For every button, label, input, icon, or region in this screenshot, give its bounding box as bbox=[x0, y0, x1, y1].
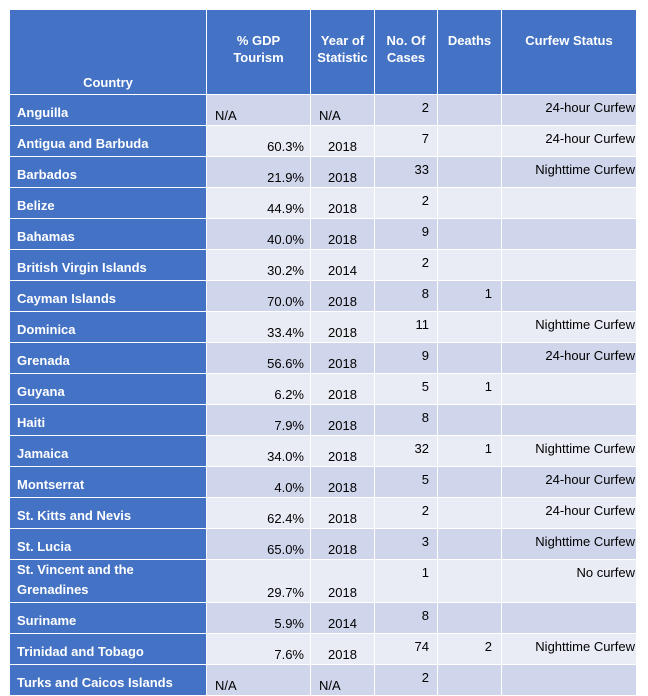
gdp-tourism-cell: 70.0% bbox=[207, 281, 311, 312]
country-cell: Turks and Caicos Islands bbox=[10, 665, 207, 696]
cases-cell: 2 bbox=[375, 665, 438, 696]
country-cell: Suriname bbox=[10, 603, 207, 634]
country-cell: Montserrat bbox=[10, 467, 207, 498]
table-row bbox=[10, 634, 637, 665]
table-row bbox=[10, 343, 637, 374]
deaths-cell bbox=[438, 405, 502, 436]
gdp-tourism-cell: 62.4% bbox=[207, 498, 311, 529]
deaths-cell bbox=[438, 529, 502, 560]
gdp-tourism-cell: 33.4% bbox=[207, 312, 311, 343]
country-cell: St. Kitts and Nevis bbox=[10, 498, 207, 529]
header-deaths: Deaths bbox=[438, 10, 502, 95]
table-row bbox=[10, 250, 637, 281]
table-row bbox=[10, 665, 637, 696]
deaths-cell bbox=[438, 95, 502, 126]
cases-cell: 8 bbox=[375, 281, 438, 312]
deaths-cell: 1 bbox=[438, 374, 502, 405]
gdp-tourism-cell: 5.9% bbox=[207, 603, 311, 634]
country-cell: Trinidad and Tobago bbox=[10, 634, 207, 665]
country-cell: Jamaica bbox=[10, 436, 207, 467]
gdp-tourism-cell: 7.9% bbox=[207, 405, 311, 436]
cases-cell: 9 bbox=[375, 219, 438, 250]
country-cell: Belize bbox=[10, 188, 207, 219]
country-cell: Barbados bbox=[10, 157, 207, 188]
curfew-status-cell: 24-hour Curfew bbox=[502, 498, 637, 529]
header-curfew-status: Curfew Status bbox=[502, 10, 637, 95]
deaths-cell bbox=[438, 560, 502, 603]
header-year-of-statistic: Year of Statistic bbox=[311, 10, 375, 95]
deaths-cell: 2 bbox=[438, 634, 502, 665]
year-of-statistic-cell: 2018 bbox=[311, 188, 375, 219]
year-of-statistic-cell: 2018 bbox=[311, 281, 375, 312]
gdp-tourism-cell: 6.2% bbox=[207, 374, 311, 405]
curfew-status-cell: No curfew bbox=[502, 560, 637, 603]
gdp-tourism-cell: 56.6% bbox=[207, 343, 311, 374]
cases-cell: 5 bbox=[375, 374, 438, 405]
table-row bbox=[10, 374, 637, 405]
table-row bbox=[10, 436, 637, 467]
year-of-statistic-cell: 2018 bbox=[311, 436, 375, 467]
curfew-status-cell: 24-hour Curfew bbox=[502, 343, 637, 374]
year-of-statistic-cell: 2018 bbox=[311, 374, 375, 405]
header-country: Country bbox=[10, 10, 207, 95]
year-of-statistic-cell: 2014 bbox=[311, 250, 375, 281]
cases-cell: 2 bbox=[375, 188, 438, 219]
cases-cell: 1 bbox=[375, 560, 438, 603]
gdp-tourism-cell: 21.9% bbox=[207, 157, 311, 188]
cases-cell: 3 bbox=[375, 529, 438, 560]
country-cell: Antigua and Barbuda bbox=[10, 126, 207, 157]
year-of-statistic-cell: 2018 bbox=[311, 529, 375, 560]
cases-cell: 11 bbox=[375, 312, 438, 343]
curfew-status-cell: 24-hour Curfew bbox=[502, 95, 637, 126]
gdp-tourism-cell: 7.6% bbox=[207, 634, 311, 665]
year-of-statistic-cell: N/A bbox=[311, 665, 375, 696]
table-row bbox=[10, 126, 637, 157]
table-row bbox=[10, 405, 637, 436]
deaths-cell bbox=[438, 498, 502, 529]
deaths-cell bbox=[438, 467, 502, 498]
year-of-statistic-cell: 2018 bbox=[311, 312, 375, 343]
deaths-cell bbox=[438, 343, 502, 374]
covid-tourism-table bbox=[9, 9, 637, 696]
header-gdp-tourism: % GDP Tourism bbox=[207, 10, 311, 95]
table-row bbox=[10, 157, 637, 188]
cases-cell: 33 bbox=[375, 157, 438, 188]
table-row bbox=[10, 312, 637, 343]
curfew-status-cell bbox=[502, 219, 637, 250]
curfew-status-cell: Nighttime Curfew bbox=[502, 436, 637, 467]
cases-cell: 2 bbox=[375, 498, 438, 529]
year-of-statistic-cell: 2018 bbox=[311, 560, 375, 603]
deaths-cell: 1 bbox=[438, 281, 502, 312]
year-of-statistic-cell: 2018 bbox=[311, 467, 375, 498]
year-of-statistic-cell: 2018 bbox=[311, 126, 375, 157]
country-cell: Anguilla bbox=[10, 95, 207, 126]
curfew-status-cell bbox=[502, 188, 637, 219]
cases-cell: 8 bbox=[375, 603, 438, 634]
cases-cell: 8 bbox=[375, 405, 438, 436]
curfew-status-cell bbox=[502, 405, 637, 436]
curfew-status-cell: Nighttime Curfew bbox=[502, 312, 637, 343]
curfew-status-cell: Nighttime Curfew bbox=[502, 157, 637, 188]
deaths-cell bbox=[438, 603, 502, 634]
covid-tourism-table-container bbox=[9, 9, 637, 696]
country-cell: Guyana bbox=[10, 374, 207, 405]
year-of-statistic-cell: 2018 bbox=[311, 634, 375, 665]
curfew-status-cell: Nighttime Curfew bbox=[502, 634, 637, 665]
curfew-status-cell: Nighttime Curfew bbox=[502, 529, 637, 560]
deaths-cell: 1 bbox=[438, 436, 502, 467]
country-cell: Haiti bbox=[10, 405, 207, 436]
table-row bbox=[10, 281, 637, 312]
deaths-cell bbox=[438, 665, 502, 696]
cases-cell: 7 bbox=[375, 126, 438, 157]
table-row bbox=[10, 560, 637, 603]
table-row bbox=[10, 188, 637, 219]
table-row bbox=[10, 95, 637, 126]
gdp-tourism-cell: 30.2% bbox=[207, 250, 311, 281]
table-row bbox=[10, 219, 637, 250]
table-row bbox=[10, 603, 637, 634]
gdp-tourism-cell: 29.7% bbox=[207, 560, 311, 603]
cases-cell: 74 bbox=[375, 634, 438, 665]
header-row bbox=[10, 10, 637, 95]
year-of-statistic-cell: N/A bbox=[311, 95, 375, 126]
country-cell: Dominica bbox=[10, 312, 207, 343]
curfew-status-cell bbox=[502, 603, 637, 634]
deaths-cell bbox=[438, 157, 502, 188]
cases-cell: 2 bbox=[375, 250, 438, 281]
cases-cell: 9 bbox=[375, 343, 438, 374]
table-row bbox=[10, 498, 637, 529]
cases-cell: 5 bbox=[375, 467, 438, 498]
curfew-status-cell bbox=[502, 281, 637, 312]
curfew-status-cell bbox=[502, 665, 637, 696]
country-cell: Grenada bbox=[10, 343, 207, 374]
table-row bbox=[10, 467, 637, 498]
deaths-cell bbox=[438, 312, 502, 343]
curfew-status-cell: 24-hour Curfew bbox=[502, 126, 637, 157]
country-cell: St. Lucia bbox=[10, 529, 207, 560]
curfew-status-cell bbox=[502, 374, 637, 405]
curfew-status-cell bbox=[502, 250, 637, 281]
year-of-statistic-cell: 2018 bbox=[311, 343, 375, 374]
deaths-cell bbox=[438, 219, 502, 250]
gdp-tourism-cell: 4.0% bbox=[207, 467, 311, 498]
gdp-tourism-cell: 40.0% bbox=[207, 219, 311, 250]
header-number-of-cases: No. Of Cases bbox=[375, 10, 438, 95]
year-of-statistic-cell: 2018 bbox=[311, 498, 375, 529]
gdp-tourism-cell: 34.0% bbox=[207, 436, 311, 467]
gdp-tourism-cell: 60.3% bbox=[207, 126, 311, 157]
cases-cell: 32 bbox=[375, 436, 438, 467]
deaths-cell bbox=[438, 250, 502, 281]
gdp-tourism-cell: 65.0% bbox=[207, 529, 311, 560]
table-body bbox=[10, 95, 637, 696]
gdp-tourism-cell: 44.9% bbox=[207, 188, 311, 219]
deaths-cell bbox=[438, 126, 502, 157]
cases-cell: 2 bbox=[375, 95, 438, 126]
year-of-statistic-cell: 2018 bbox=[311, 219, 375, 250]
country-cell: Bahamas bbox=[10, 219, 207, 250]
gdp-tourism-cell: N/A bbox=[207, 665, 311, 696]
table-row bbox=[10, 529, 637, 560]
year-of-statistic-cell: 2014 bbox=[311, 603, 375, 634]
gdp-tourism-cell: N/A bbox=[207, 95, 311, 126]
country-cell: Cayman Islands bbox=[10, 281, 207, 312]
deaths-cell bbox=[438, 188, 502, 219]
year-of-statistic-cell: 2018 bbox=[311, 405, 375, 436]
country-cell: St. Vincent and the Grenadines bbox=[10, 560, 207, 603]
year-of-statistic-cell: 2018 bbox=[311, 157, 375, 188]
curfew-status-cell: 24-hour Curfew bbox=[502, 467, 637, 498]
country-cell: British Virgin Islands bbox=[10, 250, 207, 281]
